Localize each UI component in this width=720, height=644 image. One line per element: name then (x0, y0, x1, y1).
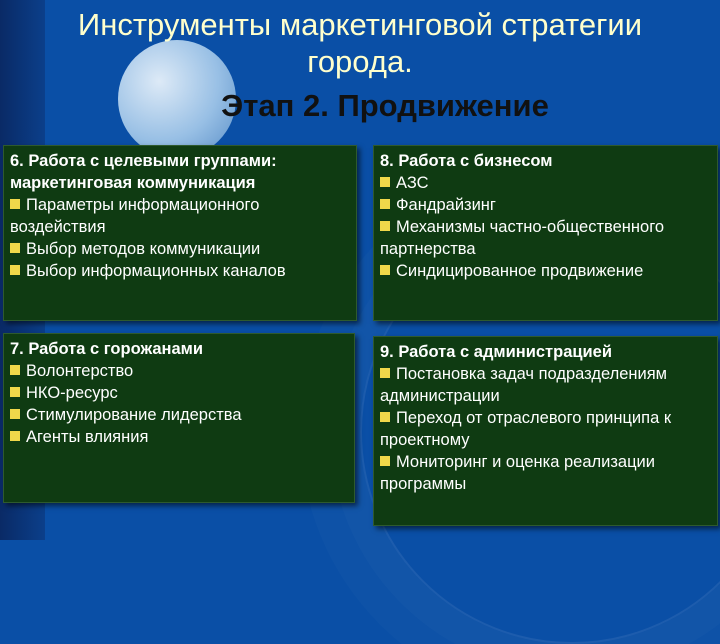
slide-subtitle: Этап 2. Продвижение (221, 88, 549, 123)
square-bullet-icon (380, 368, 390, 378)
list-item (10, 260, 350, 282)
card-target-groups (3, 145, 357, 321)
list-item (10, 426, 348, 448)
list-item (380, 216, 711, 260)
square-bullet-icon (10, 387, 20, 397)
list-item (380, 407, 711, 451)
list-item (10, 194, 350, 238)
square-bullet-icon (10, 431, 20, 441)
list-item (380, 363, 711, 407)
square-bullet-icon (10, 365, 20, 375)
list-item (380, 172, 711, 194)
square-bullet-icon (380, 265, 390, 275)
square-bullet-icon (10, 199, 20, 209)
list-item (380, 260, 711, 282)
list-item-text: Агенты влияния (26, 428, 149, 446)
list-item-text: Постановка задач подразделениям администрации (380, 365, 668, 405)
list-item-text: Фандрайзинг (396, 196, 496, 214)
list-item-text: Параметры информационного воздействия (10, 196, 260, 236)
list-item-text: Волонтерство (26, 362, 134, 380)
card-business (373, 145, 718, 321)
card-heading (10, 150, 350, 194)
list-item-text: Стимулирование лидерства (26, 406, 242, 424)
list-item (10, 360, 348, 382)
card-heading: 9. Работа с администрацией (380, 343, 612, 361)
slide-title: Инструменты маркетинговой стратегии города. (77, 7, 643, 79)
card-heading: 8. Работа с бизнесом (380, 152, 553, 170)
square-bullet-icon (10, 265, 20, 275)
square-bullet-icon (380, 412, 390, 422)
list-item-text: Выбор методов коммуникации (26, 240, 261, 258)
list-item-text: Мониторинг и оценка реализации программы (380, 453, 655, 493)
list-item-text: АЗС (396, 174, 429, 192)
square-bullet-icon (10, 409, 20, 419)
list-item-text: Переход от отраслевого принципа к проектному (380, 409, 672, 449)
square-bullet-icon (10, 243, 20, 253)
list-item (380, 194, 711, 216)
square-bullet-icon (380, 221, 390, 231)
list-item-text: Выбор информационных каналов (26, 262, 286, 280)
list-item (10, 238, 350, 260)
square-bullet-icon (380, 177, 390, 187)
card-heading: 7. Работа с горожанами (10, 340, 204, 358)
list-item (10, 382, 348, 404)
card-citizens (3, 333, 355, 503)
list-item (380, 451, 711, 495)
square-bullet-icon (380, 456, 390, 466)
card-number: 6. (10, 152, 24, 170)
card-administration (373, 336, 718, 526)
list-item-text: Синдицированное продвижение (396, 262, 644, 280)
list-item-text: Механизмы частно-общественного партнерства (380, 218, 665, 258)
square-bullet-icon (380, 199, 390, 209)
list-item (10, 404, 348, 426)
card-heading-text: Работа с целевыми группами: маркетинговая коммуникация (10, 152, 277, 192)
list-item-text: НКО-ресурс (26, 384, 118, 402)
